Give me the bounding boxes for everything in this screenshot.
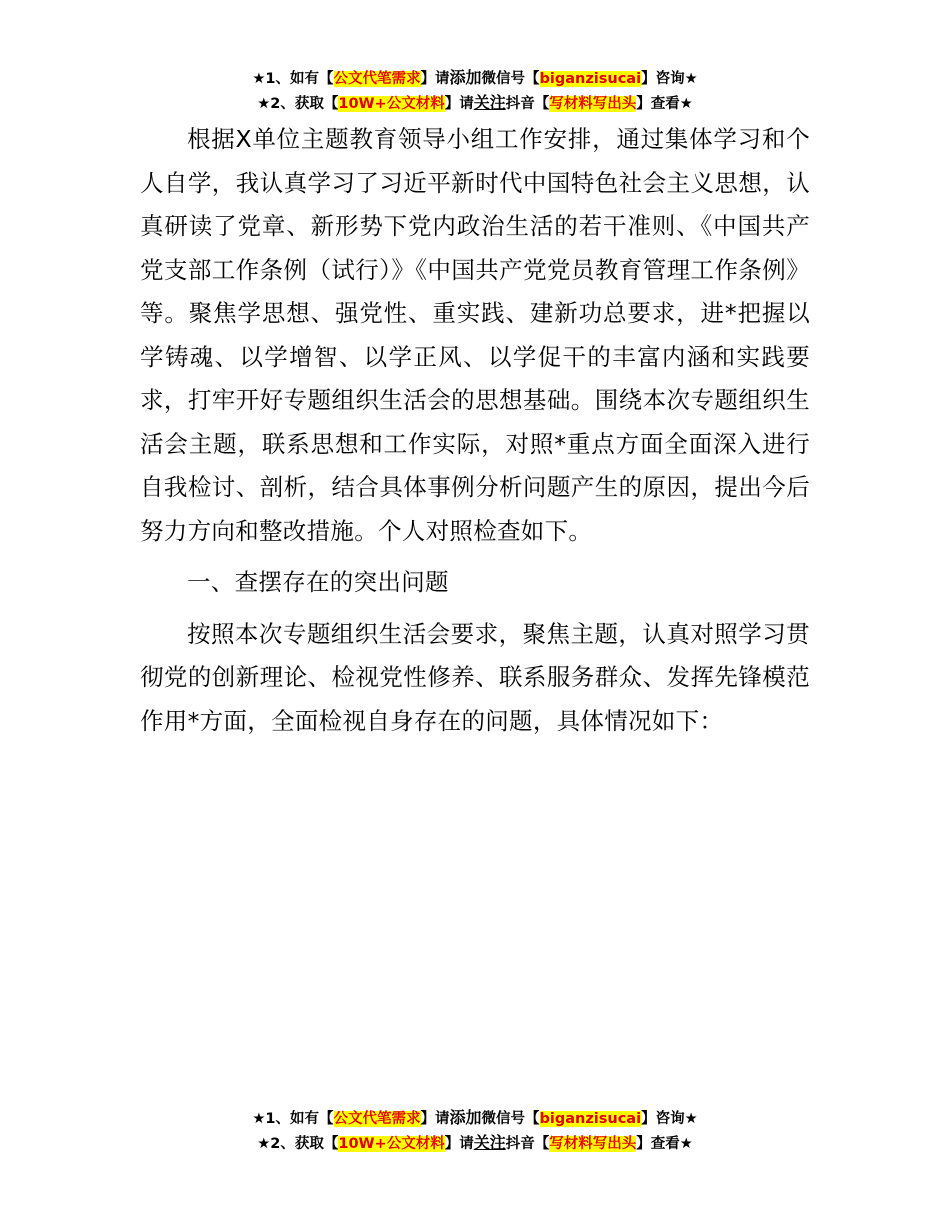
notice-emphasis: 关注 bbox=[473, 1133, 506, 1152]
notice-highlight-materials: 10W+公文材料 bbox=[338, 96, 445, 112]
notice-text: 】请 bbox=[420, 1111, 450, 1127]
notice-highlight-douyin: 写材料写出头 bbox=[549, 96, 637, 112]
notice-text: 】请 bbox=[420, 71, 450, 87]
notice-line-1 bbox=[0, 1106, 950, 1131]
notice-text: ★1、如有【 bbox=[252, 1111, 334, 1127]
notice-text: 微信号【 bbox=[481, 71, 540, 87]
notice-line-2 bbox=[0, 1131, 950, 1156]
notice-text: 抖音【 bbox=[505, 1136, 550, 1152]
notice-text: 】查看★ bbox=[636, 1136, 693, 1152]
notice-text: 】请 bbox=[444, 1136, 474, 1152]
notice-highlight-douyin: 写材料写出头 bbox=[549, 1136, 637, 1152]
notice-text: ★2、获取【 bbox=[257, 96, 339, 112]
notice-line-2 bbox=[0, 91, 950, 116]
section-heading: 一、查摆存在的突出问题 bbox=[187, 568, 449, 596]
notice-highlight-service: 公文代笔需求 bbox=[333, 71, 421, 87]
notice-line-1 bbox=[0, 66, 950, 91]
notice-text: 抖音【 bbox=[505, 96, 550, 112]
notice-highlight-materials: 10W+公文材料 bbox=[338, 1136, 445, 1152]
notice-highlight-service: 公文代笔需求 bbox=[333, 1111, 421, 1127]
footer-notice bbox=[0, 1106, 950, 1156]
intro-paragraph: 根据X单位主题教育领导小组工作安排，通过集体学习和个人自学，我认真学习了习近平新时代中国特色社会主义思想，认真研读了党章、新形势下党内政治生活的若干准则、《中国共产党支部工作条例（试行）》《中国共产党党员教育管理工作条例》等。聚焦学思想、强党性、重实践、建新功总要求，进*把握以学铸魂、以学增智、以学正风、以学促干的丰富内涵和实践要求，打牢开好专题组织生活会的思想基础。围绕本次专题组织生活会主题，联系思想和工作实际，对照*重点方面全面深入进行自我检讨、剖析，结合具体事例分析问题产生的原因，提出今后努力方向和整改措施。个人对照检查如下。 bbox=[140, 125, 810, 545]
notice-emphasis: 添加 bbox=[449, 68, 482, 87]
notice-text: 】咨询★ bbox=[641, 1111, 698, 1127]
notice-text: 】查看★ bbox=[636, 96, 693, 112]
notice-text: ★1、如有【 bbox=[252, 71, 334, 87]
notice-text: 】咨询★ bbox=[641, 71, 698, 87]
notice-highlight-wechat-id: biganzisucai bbox=[539, 1111, 642, 1127]
notice-highlight-wechat-id: biganzisucai bbox=[539, 71, 642, 87]
notice-text: 微信号【 bbox=[481, 1111, 540, 1127]
document-body bbox=[140, 118, 810, 743]
notice-text: ★2、获取【 bbox=[257, 1136, 339, 1152]
header-notice bbox=[0, 66, 950, 116]
notice-text: 】请 bbox=[444, 96, 474, 112]
notice-emphasis: 添加 bbox=[449, 1108, 482, 1127]
notice-emphasis: 关注 bbox=[473, 93, 506, 112]
body-paragraph: 按照本次专题组织生活会要求，聚焦主题，认真对照学习贯彻党的创新理论、检视党性修养、联系服务群众、发挥先锋模范作用*方面，全面检视自身存在的问题，具体情况如下： bbox=[140, 619, 810, 735]
